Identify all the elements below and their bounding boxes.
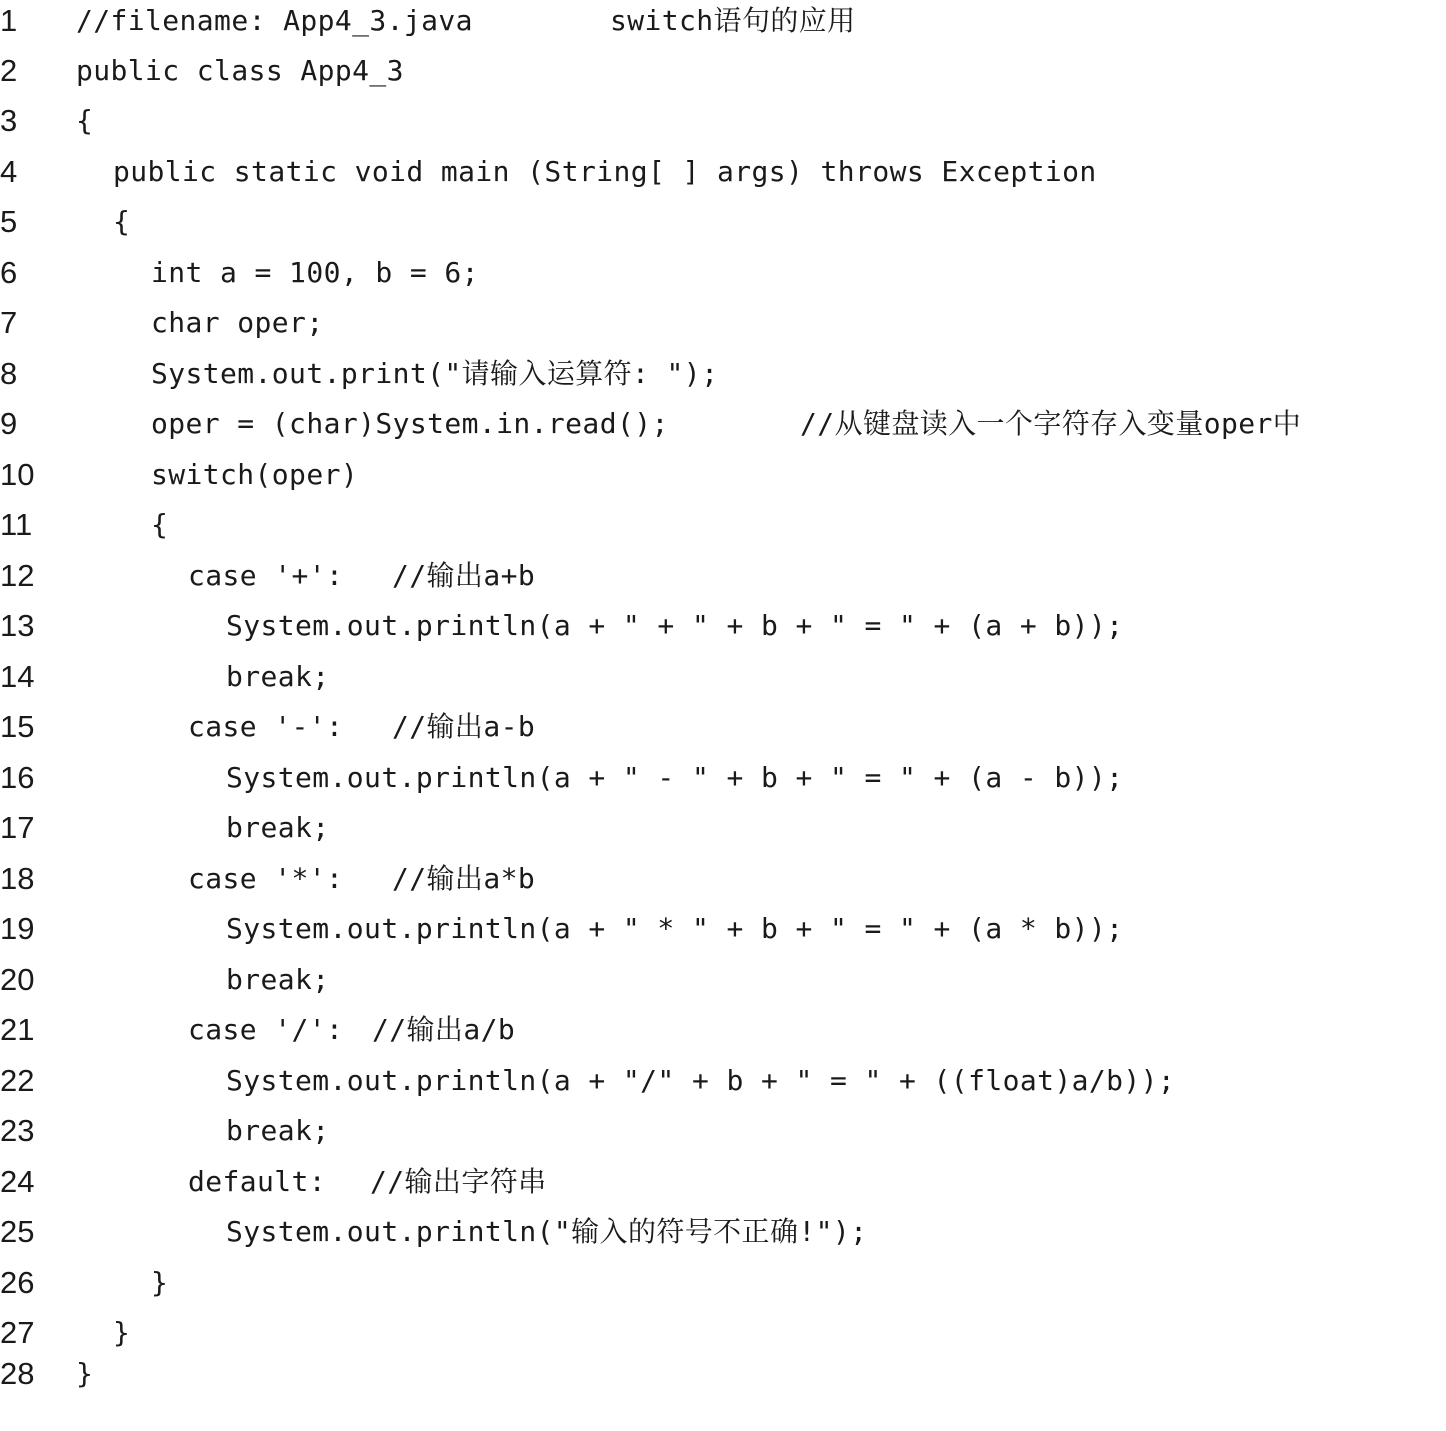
line-number: 11 [0, 507, 33, 542]
line-number: 20 [0, 962, 35, 997]
line-number: 10 [0, 457, 35, 492]
line-code: switch(oper) [151, 458, 359, 491]
line-number: 15 [0, 709, 35, 744]
line-code: public class App4_3 [76, 54, 404, 87]
line-number: 6 [0, 255, 18, 290]
line-number: 22 [0, 1063, 35, 1098]
line-code: { [76, 104, 94, 137]
code-line-26 [0, 1264, 1446, 1314]
code-line-23 [0, 1112, 1446, 1162]
line-number: 2 [0, 53, 18, 88]
line-code: int a = 100, b = 6; [151, 256, 479, 289]
line-number: 9 [0, 406, 18, 441]
code-line-14 [0, 658, 1446, 708]
code-line-8 [0, 355, 1446, 405]
line-comment: switch语句的应用 [610, 4, 856, 37]
line-code: oper = (char)System.in.read(); [151, 407, 669, 440]
line-code: break; [226, 963, 330, 996]
code-line-10 [0, 456, 1446, 506]
code-line-9 [0, 405, 1446, 455]
line-code: System.out.println(a + " - " + b + " = " + (a - b)); [226, 761, 1124, 794]
line-code: System.out.print("请输入运算符: "); [151, 357, 719, 390]
line-number: 21 [0, 1012, 35, 1047]
code-line-6 [0, 254, 1446, 304]
line-comment: //输出a/b [372, 1013, 516, 1046]
code-line-22 [0, 1062, 1446, 1112]
line-number: 26 [0, 1265, 35, 1300]
code-line-19 [0, 910, 1446, 960]
line-comment: //输出字符串 [370, 1165, 547, 1198]
line-comment: //输出a+b [392, 559, 536, 592]
code-line-5 [0, 203, 1446, 253]
code-line-4 [0, 153, 1446, 203]
line-number: 4 [0, 154, 18, 189]
line-number: 18 [0, 861, 35, 896]
line-number: 14 [0, 659, 35, 694]
line-code: char oper; [151, 306, 324, 339]
line-code: case '/': [188, 1013, 344, 1046]
line-code: case '-': [188, 710, 344, 743]
line-code: System.out.println(a + "/" + b + " = " + ((float)a/b)); [226, 1064, 1176, 1097]
line-number: 17 [0, 810, 35, 845]
code-line-2 [0, 52, 1446, 102]
line-comment: //输出a-b [392, 710, 536, 743]
code-line-25 [0, 1213, 1446, 1263]
line-number: 5 [0, 204, 18, 239]
code-line-28 [0, 1355, 1446, 1405]
line-number: 8 [0, 356, 18, 391]
line-comment: //输出a*b [392, 862, 536, 895]
code-line-18 [0, 860, 1446, 910]
code-line-3 [0, 102, 1446, 152]
line-number: 23 [0, 1113, 35, 1148]
line-code: break; [226, 1114, 330, 1147]
code-line-13 [0, 607, 1446, 657]
line-code: System.out.println(a + " + " + b + " = " + (a + b)); [226, 609, 1124, 642]
line-code: } [113, 1316, 131, 1349]
line-code: case '+': [188, 559, 344, 592]
line-code: { [113, 205, 131, 238]
line-code: { [151, 508, 169, 541]
code-line-17 [0, 809, 1446, 859]
line-number: 25 [0, 1214, 35, 1249]
line-number: 7 [0, 305, 18, 340]
code-line-1 [0, 2, 1446, 52]
line-code: case '*': [188, 862, 344, 895]
code-line-24 [0, 1163, 1446, 1213]
line-number: 13 [0, 608, 35, 643]
line-code: System.out.println(a + " * " + b + " = " + (a * b)); [226, 912, 1124, 945]
line-number: 28 [0, 1356, 35, 1391]
code-line-12 [0, 557, 1446, 607]
code-line-15 [0, 708, 1446, 758]
line-number: 27 [0, 1315, 35, 1350]
line-code: } [76, 1357, 94, 1390]
line-code: break; [226, 811, 330, 844]
line-code: } [151, 1266, 169, 1299]
code-line-7 [0, 304, 1446, 354]
line-number: 19 [0, 911, 35, 946]
code-line-11 [0, 506, 1446, 556]
code-line-16 [0, 759, 1446, 809]
line-code: default: [188, 1165, 327, 1198]
line-number: 16 [0, 760, 35, 795]
line-number: 12 [0, 558, 35, 593]
line-number: 24 [0, 1164, 35, 1199]
line-number: 3 [0, 103, 18, 138]
line-code: //filename: App4_3.java [76, 4, 473, 37]
line-number: 1 [0, 3, 18, 38]
line-comment: //从键盘读入一个字符存入变量oper中 [800, 407, 1302, 440]
code-line-20 [0, 961, 1446, 1011]
line-code: public static void main (String[ ] args) throws Exception [113, 155, 1097, 188]
line-code: break; [226, 660, 330, 693]
line-code: System.out.println("输入的符号不正确!"); [226, 1215, 868, 1248]
code-line-21 [0, 1011, 1446, 1061]
